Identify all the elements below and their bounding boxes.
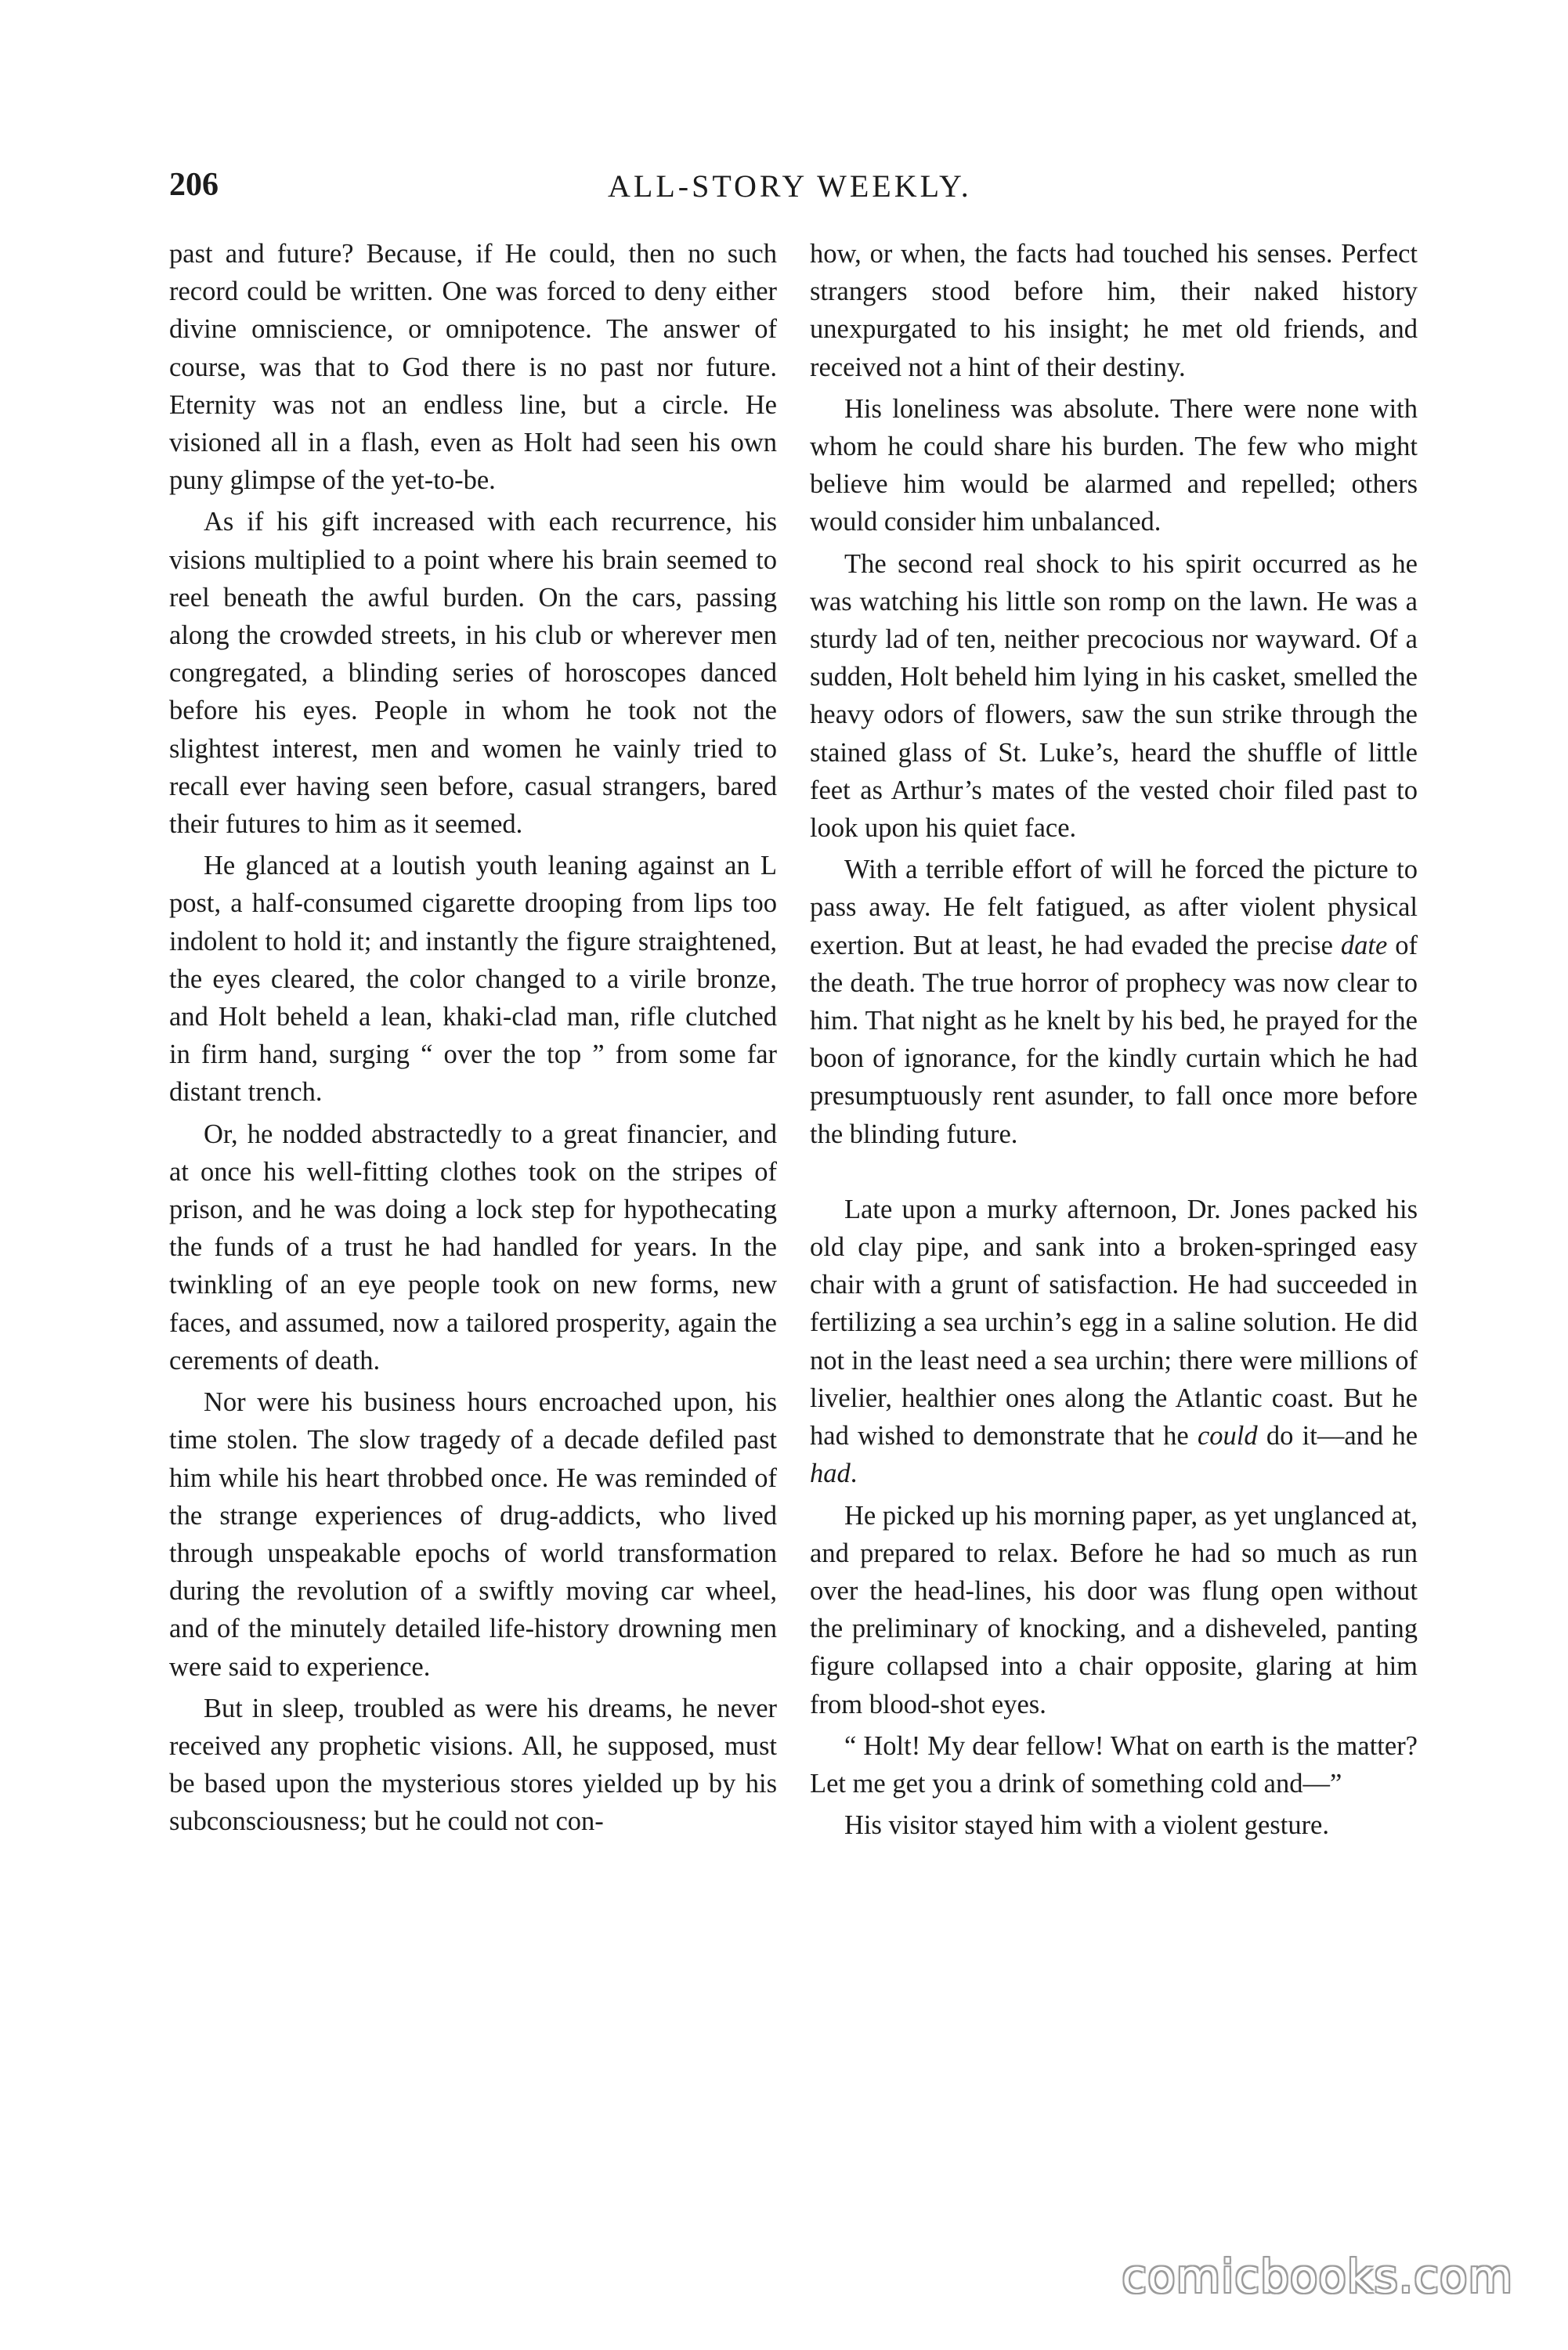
text-run: of the death. The true horror of prophecy was now clear to him. That night as he knelt by his bed, he prayed for the boon of ignorance, for the kindly curtain which he had presumptuously rent asunder, to fall once more before the blinding future. <box>810 930 1418 1149</box>
page-number: 206 <box>169 167 219 203</box>
italic-word: could <box>1197 1421 1258 1452</box>
paragraph: He picked up his morning paper, as yet unglanced at, and prepared to relax. Before he had so much as run over the head-lines, his door was flung open without the preliminary of knocking, and a disheveled, panting figure collapsed into a chair opposite, glaring at him from blood-shot eyes. <box>810 1500 1418 1719</box>
paragraph: He glanced at a loutish youth leaning against an L post, a half-consumed cigarette drooping from lips too indolent to hold it; and instantly the figure straightened, the eyes cleared, the color changed to a virile bronze, and Holt beheld a lean, khaki-clad man, rifle clutched in firm hand, surging “ over the top ” from some far distant trench. <box>169 851 777 1108</box>
text-run: With a terrible effort of will he forced the picture to pass away. He felt fatigued, as after violent physical exertion. But at least, he had evaded the precise <box>810 855 1418 960</box>
text-run: Late upon a murky afternoon, Dr. Jones packed his old clay pipe, and sank into a broken-springed easy chair with a grunt of satisfaction. He had succeeded in fertilizing a sea urchin’s egg in a saline solution. He did not in the least need a sea urchin; there were millions of livelier, healthier ones along the Atlantic coast. But he had wished to demonstrate that he <box>810 1194 1418 1452</box>
running-title: ALL-STORY WEEKLY. <box>608 168 972 204</box>
paragraph: how, or when, the facts had touched his senses. Perfect strangers stood before him, their naked history unexpurgated to his insight; he met old friends, and received not a hint of their destiny. <box>810 239 1418 382</box>
text-run: do it—and he <box>1257 1421 1418 1452</box>
paragraph: The second real shock to his spirit occurred as he was watching his little son romp on the lawn. He was a sturdy lad of ten, neither precocious nor wayward. Of a sudden, Holt beheld him lying in his casket, smelled the heavy odors of flowers, saw the sun strike through the stained glass of St. Luke’s, heard the shuffle of little feet as Arthur’s mates of the vested choir filed past to look upon his quiet face. <box>810 548 1418 844</box>
paragraph: But in sleep, troubled as were his dreams, he never received any prophetic visions. All, he supposed, must be based upon the mysterious stores yielded up by his subconsciousness; but he could not con- <box>169 1693 777 1837</box>
right-column <box>810 235 1418 1848</box>
paragraph: His loneliness was absolute. There were none with whom he could share his burden. The few who might believe him would be alarmed and repelled; others would consider him unbalanced. <box>810 393 1418 537</box>
left-column <box>169 235 777 1845</box>
page-header <box>169 166 1427 213</box>
watermark: comicbooks.com <box>1122 2250 1513 2303</box>
paragraph: His visitor stayed him with a violent gesture. <box>844 1810 1329 1841</box>
italic-word: date <box>1340 930 1388 960</box>
paragraph <box>810 1191 1418 1493</box>
paragraph: Nor were his business hours encroached upon, his time stolen. The slow tragedy of a decade defiled past him while his heart throbbed once. He was reminded of the strange experiences of drug-addicts, who lived through unspeakable epochs of world transformation during the revolution of a swiftly moving car wheel, and of the minutely detailed life-history drowning men were said to experience. <box>169 1387 777 1682</box>
paragraph: past and future? Because, if He could, then no such record could be written. One was forced to deny either divine omniscience, or omnipotence. The answer of course, was that to God there is no past nor future. Eternity was not an endless line, but a circle. He visioned all in a flash, even as Holt had seen his own puny glimpse of the yet-to-be. <box>169 239 777 496</box>
text-run: . <box>850 1459 858 1489</box>
paragraph <box>810 851 1418 1153</box>
paragraph: “ Holt! My dear fellow! What on earth is the matter? Let me get you a drink of something cold and—” <box>810 1730 1418 1799</box>
italic-word: had <box>810 1459 851 1489</box>
paragraph: As if his gift increased with each recurrence, his visions multiplied to a point where his brain seemed to reel beneath the awful burden. On the cars, passing along the crowded streets, in his club or wherever men congregated, a blinding series of horoscopes danced before his eyes. People in whom he took not the slightest interest, men and women he vainly tried to recall ever having seen before, casual strangers, bared their futures to him as it seemed. <box>169 507 777 840</box>
paragraph: Or, he nodded abstractedly to a great financier, and at once his well-fitting clothes took on the stripes of prison, and he was doing a lock step for hypothecating the funds of a trust he had handled for years. In the twinkling of an eye people took on new forms, new faces, and assumed, now a tailored prosperity, again the cerements of death. <box>169 1119 777 1376</box>
